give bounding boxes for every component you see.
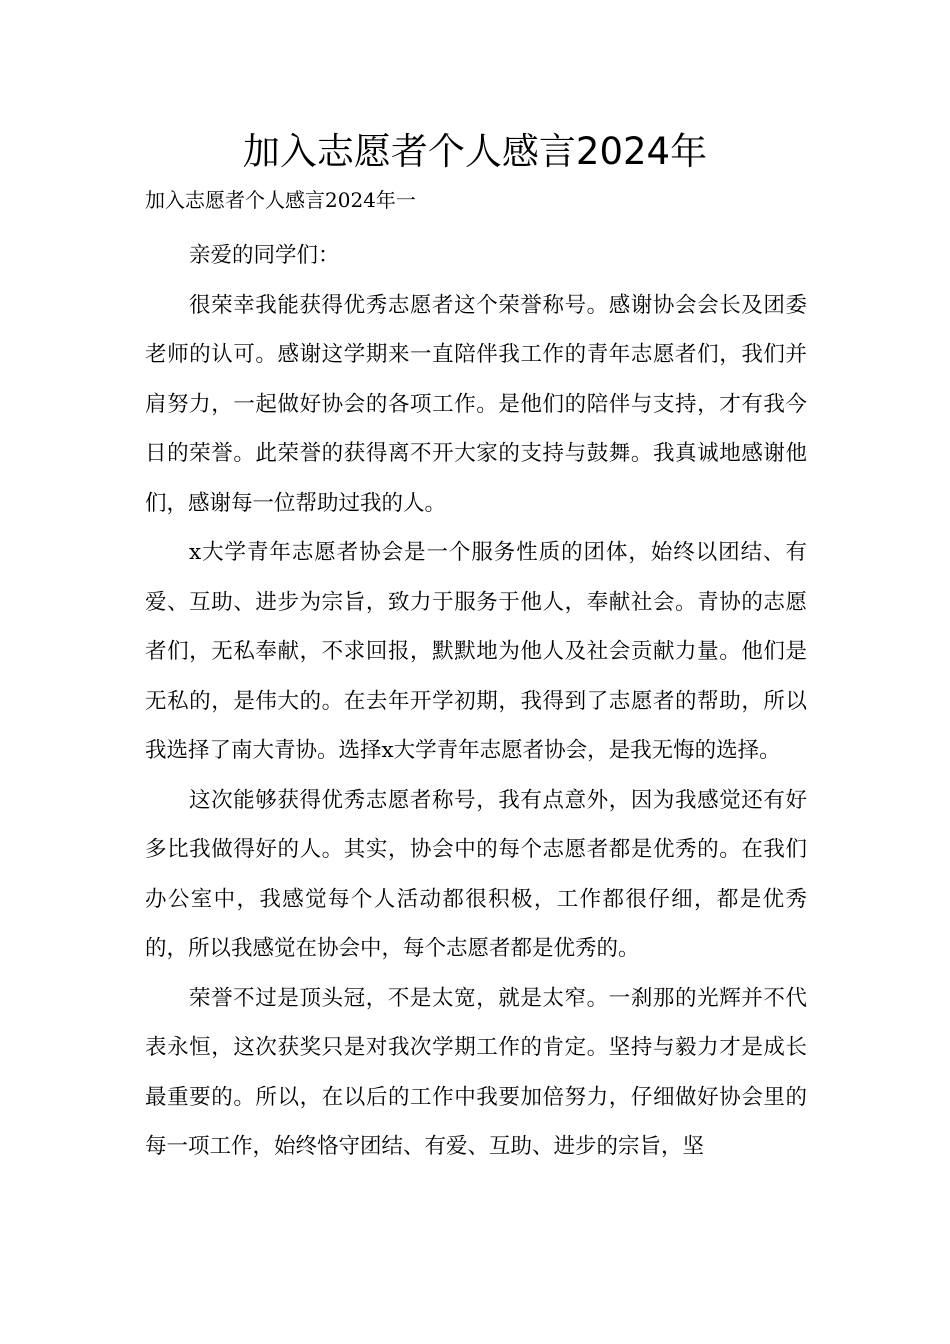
paragraph-surprise: 这次能够获得优秀志愿者称号，我有点意外，因为我感觉还有好多比我做得好的人。其实，协会中的每个志愿者都是优秀的。在我们办公室中，我感觉每个人活动都很积极，工作都很仔细，都是优秀的，所以我感觉在协会中，每个志愿者都是优秀的。 bbox=[145, 787, 807, 961]
paragraph-thanks: 很荣幸我能获得优秀志愿者这个荣誉称号。感谢协会会长及团委老师的认可。感谢这学期来一直陪伴我工作的青年志愿者们，我们并肩努力，一起做好协会的各项工作。是他们的陪伴与支持，才有我今日的荣誉。此荣誉的获得离不开大家的支持与鼓舞。我真诚地感谢他们，感谢每一位帮助过我的人。 bbox=[145, 292, 807, 516]
paragraph-greeting: 亲爱的同学们： bbox=[189, 243, 340, 268]
paragraph-honor: 荣誉不过是顶头冠，不是太宽，就是太窄。一刹那的光辉并不代表永恒，这次获奖只是对我次学期工作的肯定。坚持与毅力才是成长最重要的。所以，在以后的工作中我要加倍努力，仔细做好协会里的每一项工作，始终恪守团结、有爱、互助、进步的宗旨，坚 bbox=[145, 985, 807, 1159]
document-title: 加入志愿者个人感言2024年 bbox=[242, 130, 708, 173]
paragraph-association: x大学青年志愿者协会是一个服务性质的团体，始终以团结、有爱、互助、进步为宗旨，致力于服务于他人，奉献社会。青协的志愿者们，无私奉献，不求回报，默默地为他人及社会贡献力量。他们是无私的，是伟大的。在去年开学初期，我得到了志愿者的帮助，所以我选择了南大青协。选择x大学青年志愿者协会，是我无悔的选择。 bbox=[145, 540, 807, 763]
document-body bbox=[145, 182, 807, 1172]
document-subheading: 加入志愿者个人感言2024年一 bbox=[145, 188, 416, 212]
